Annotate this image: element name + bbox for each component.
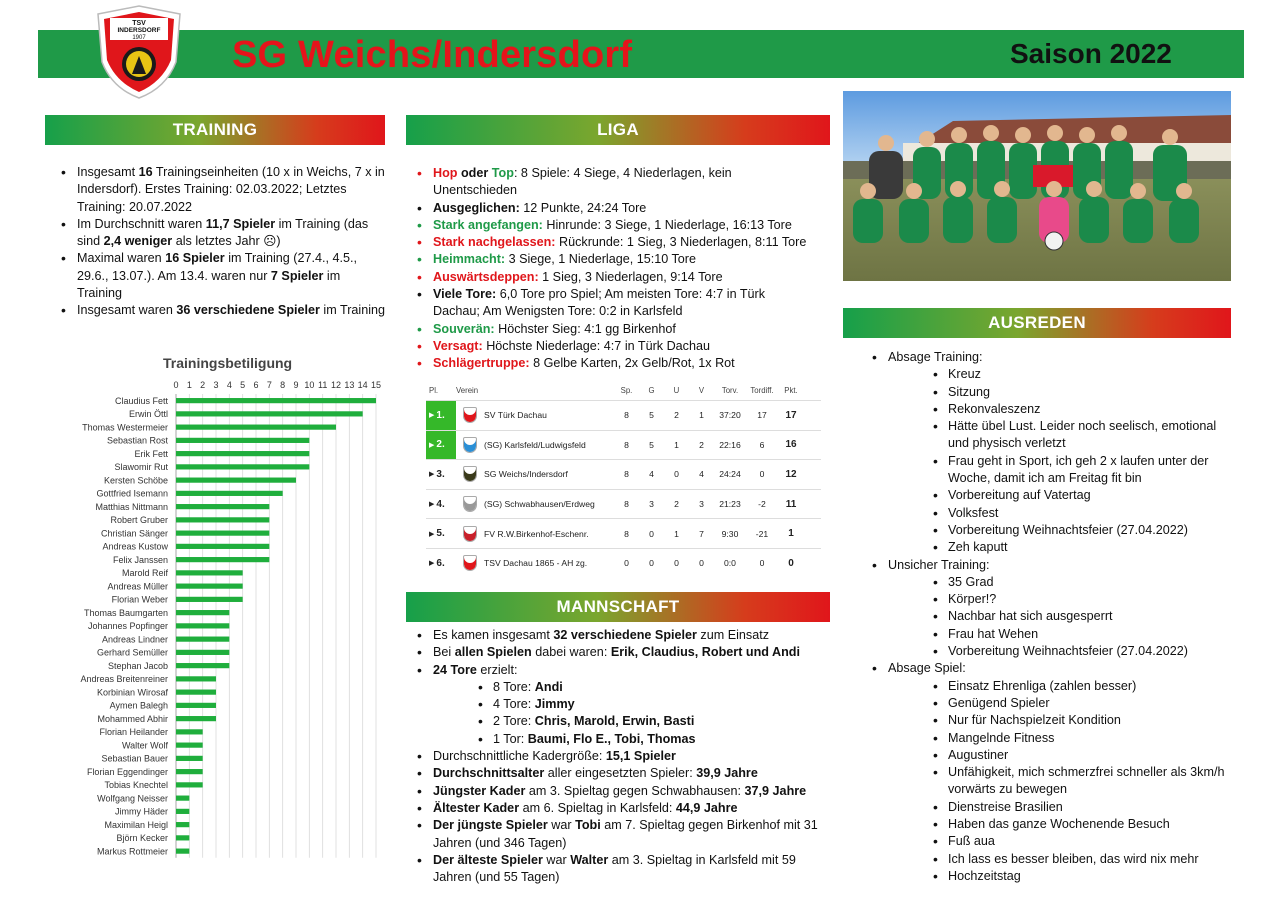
rank-arrow-icon: ▶	[429, 441, 435, 449]
liga-item-cards: • Schlägertruppe: 8 Gelbe Karten, 2x Gelb/Rot, 1x Rot	[413, 355, 813, 372]
y-tick-label: Florian Weber	[111, 594, 168, 605]
y-tick-label: Andreas Kustow	[102, 541, 168, 552]
team-name: SV Türk Dachau	[484, 410, 547, 421]
bar	[176, 809, 189, 814]
x-tick-label: 7	[266, 380, 272, 390]
bar	[176, 676, 216, 681]
bar	[176, 464, 309, 469]
liga-item-strong-start: • Stark angefangen: Hinrunde: 3 Siege, 1 Niederlage, 16:13 Tore	[413, 217, 813, 234]
rank-arrow-icon: ▶	[429, 530, 435, 538]
excuse-item: • Vorbereitung Weihnachtsfeier (27.04.2022)	[930, 522, 1238, 539]
team-name: (SG) Schwabhausen/Erdweg	[484, 499, 595, 510]
bar	[176, 637, 229, 642]
bar	[176, 570, 243, 575]
rank-arrow-icon: ▶	[429, 471, 435, 479]
col-verein: Verein	[456, 385, 479, 395]
team-item-avg-age: • Durchschnittsalter aller eingesetzten Spieler: 39,9 Jahre	[413, 765, 823, 782]
excuse-item: • Frau geht in Sport, ich geh 2 x laufen unter der Woche, damit ich am Freitag fit bin	[930, 453, 1238, 488]
col-torv: Torv.	[721, 385, 739, 395]
losses-cell: 0	[699, 558, 704, 569]
x-tick-label: 10	[304, 380, 315, 390]
excuse-item: • Augustiner	[930, 747, 1238, 764]
team-crest-icon	[456, 407, 484, 423]
team-item-squad-size: • Durchschnittliche Kadergröße: 15,1 Spieler	[413, 748, 823, 765]
table-row	[426, 430, 821, 460]
y-tick-label: Björn Kecker	[116, 833, 168, 844]
y-tick-label: Gottfried Isemann	[96, 488, 168, 499]
draws-cell: 1	[674, 528, 679, 539]
page-title: SG Weichs/Indersdorf	[232, 34, 633, 76]
x-tick-label: 6	[253, 380, 259, 390]
liga-item-hoptop: • Hop oder Top: 8 Spiele: 4 Siege, 4 Niederlagen, kein Unentschieden	[413, 165, 813, 200]
training-item-max: • Maximal waren 16 Spieler im Training (27.4., 4.5., 29.6., 13.07.). Am 13.4. waren nur 7 Spieler im Training	[57, 250, 387, 302]
liga-item-away: • Auswärtsdeppen: 1 Sieg, 3 Niederlagen, 9:14 Tore	[413, 269, 813, 286]
y-tick-label: Aymen Balegh	[109, 700, 168, 711]
points-cell: 0	[788, 557, 794, 569]
goals-cell: 0:0	[724, 558, 736, 569]
y-tick-label: Erik Fett	[134, 448, 168, 459]
excuse-item: • Volksfest	[930, 505, 1238, 522]
rank-cell: ▶ 4.	[429, 498, 445, 510]
league-table	[426, 380, 821, 578]
liga-bullets	[413, 165, 813, 373]
training-item-sessions: • Insgesamt 16 Trainingseinheiten (10 x in Weichs, 7 x in Indersdorf). Erstes Training: 02.03.2022; Letztes Training: 20.07.2022	[57, 164, 387, 216]
team-crest-icon	[456, 437, 484, 453]
goals-cell: 37:20	[719, 410, 741, 421]
excuse-group	[868, 660, 1238, 885]
team-item-youngest-player: • Der jüngste Spieler war Tobi am 7. Spieltag gegen Birkenhof mit 31 Jahren (und 346 Tagen)	[413, 817, 823, 852]
y-tick-label: Maximilan Heigl	[104, 819, 168, 830]
excuse-item: • Vorbereitung Weihnachtsfeier (27.04.2022)	[930, 643, 1238, 660]
bar	[176, 743, 203, 748]
games-cell: 8	[624, 410, 629, 421]
draws-cell: 1	[674, 439, 679, 450]
team-item-players: • Es kamen insgesamt 32 verschiedene Spieler zum Einsatz	[413, 627, 823, 644]
x-tick-label: 0	[173, 380, 179, 390]
ausreden-list	[868, 349, 1238, 885]
rank-arrow-icon: ▶	[429, 501, 435, 509]
bar	[176, 544, 269, 549]
excuse-item: • Einsatz Ehrenliga (zahlen besser)	[930, 678, 1238, 695]
goal-diff-cell: 0	[759, 469, 765, 480]
points-cell: 12	[785, 468, 797, 480]
table-row	[426, 400, 821, 430]
x-tick-label: 11	[317, 380, 328, 390]
liga-item-worst-loss: • Versagt: Höchste Niederlage: 4:7 in Türk Dachau	[413, 338, 813, 355]
y-tick-label: Christian Sänger	[100, 528, 168, 539]
scorer-1: • 1 Tor: Baumi, Flo E., Tobi, Thomas	[475, 731, 823, 748]
x-tick-label: 4	[226, 380, 232, 390]
table-row	[426, 518, 821, 548]
y-tick-label: Claudius Fett	[114, 395, 168, 406]
bar	[176, 716, 216, 721]
y-tick-label: Marold Reif	[121, 568, 168, 579]
x-tick-label: 14	[357, 380, 368, 390]
col-v: V	[698, 385, 705, 395]
col-pl: Pl.	[429, 385, 439, 395]
y-tick-label: Felix Janssen	[112, 554, 168, 565]
bar	[176, 663, 229, 668]
training-bullets	[57, 164, 387, 320]
bar	[176, 557, 269, 562]
table-row	[426, 489, 821, 519]
rank-arrow-icon: ▶	[429, 412, 435, 420]
goal-diff-cell: -21	[755, 528, 769, 539]
games-cell: 8	[624, 528, 629, 539]
excuse-item: • Hochzeitstag	[930, 868, 1238, 885]
games-cell: 8	[624, 499, 629, 510]
rank-cell: ▶ 5.	[429, 528, 445, 540]
rank-cell: ▶ 3.	[429, 468, 445, 480]
bar	[176, 478, 296, 483]
points-cell: 1	[788, 528, 794, 540]
liga-item-best-win: • Souverän: Höchster Sieg: 4:1 gg Birkenhof	[413, 321, 813, 338]
excuse-group-label: Absage Spiel:	[888, 661, 966, 676]
y-tick-label: Kersten Schöbe	[103, 475, 168, 486]
y-tick-label: Andreas Müller	[107, 581, 168, 592]
bar	[176, 835, 189, 840]
x-tick-label: 12	[330, 380, 342, 390]
training-item-players: • Insgesamt waren 36 verschiedene Spieler im Training	[57, 302, 387, 319]
y-tick-label: Matthias Nittmann	[95, 501, 168, 512]
training-participation-chart	[40, 376, 400, 872]
rank-arrow-icon: ▶	[429, 560, 435, 568]
excuse-item: • Sitzung	[930, 384, 1238, 401]
y-tick-label: Wolfgang Neisser	[97, 793, 168, 804]
team-item-all-games: • Bei allen Spielen dabei waren: Erik, Claudius, Robert und Andi	[413, 644, 823, 661]
excuse-item: • Ich lass es besser bleiben, das wird nix mehr	[930, 851, 1238, 868]
bar	[176, 822, 189, 827]
training-item-average: • Im Durchschnitt waren 11,7 Spieler im Training (das sind 2,4 weniger als letztes Jahr ☹)	[57, 216, 387, 251]
y-tick-label: Mohammed Abhir	[97, 713, 168, 724]
team-crest-icon	[456, 496, 484, 512]
y-tick-label: Johannes Popfinger	[87, 621, 168, 632]
season-label: Saison 2022	[1010, 38, 1172, 69]
y-tick-label: Thomas Baumgarten	[83, 607, 168, 618]
bar	[176, 425, 336, 430]
league-table-header	[426, 380, 821, 400]
liga-item-balanced: • Ausgeglichen: 12 Punkte, 24:24 Tore	[413, 200, 813, 217]
bar	[176, 690, 216, 695]
bar	[176, 584, 243, 589]
liga-item-decline: • Stark nachgelassen: Rückrunde: 1 Sieg, 3 Niederlagen, 8:11 Tore	[413, 234, 813, 251]
col-tordiff: Tordiff.	[750, 385, 774, 395]
bar	[176, 703, 216, 708]
bar	[176, 610, 229, 615]
goals-cell: 24:24	[719, 469, 741, 480]
bar	[176, 411, 363, 416]
section-header-ausreden: AUSREDEN	[843, 308, 1231, 338]
bar	[176, 438, 309, 443]
draws-cell: 0	[674, 558, 679, 569]
wins-cell: 4	[649, 469, 654, 480]
team-item-goals: • 24 Tore erzielt: • 8 Tore: Andi • 4 Tore: Jimmy • 2 Tore: Chris, Marold, Erwin, Basti • 1 Tor: Baumi, Flo E., Tobi, Thomas	[413, 662, 823, 748]
excuse-item: • Fuß aua	[930, 833, 1238, 850]
x-tick-label: 2	[200, 380, 206, 390]
points-cell: 16	[785, 439, 797, 451]
table-row	[426, 459, 821, 489]
logo-text-2: INDERSDORF	[117, 27, 161, 34]
excuse-group-label: Absage Training:	[888, 350, 983, 364]
y-tick-label: Florian Heilander	[99, 727, 168, 738]
points-cell: 17	[785, 409, 797, 421]
x-tick-label: 8	[280, 380, 286, 390]
excuse-group	[868, 557, 1238, 661]
excuse-item: • Unfähigkeit, mich schmerzfrei schneller als 3km/h vorwärts zu bewegen	[930, 764, 1238, 799]
losses-cell: 2	[699, 439, 704, 450]
y-tick-label: Stephan Jacob	[107, 660, 168, 671]
wins-cell: 0	[649, 528, 654, 539]
league-table-body	[426, 400, 821, 578]
goal-diff-cell: 0	[759, 558, 765, 569]
bar	[176, 769, 203, 774]
losses-cell: 7	[699, 528, 704, 539]
wins-cell: 5	[649, 439, 654, 450]
y-tick-label: Tobias Knechtel	[104, 780, 168, 791]
y-tick-label: Korbinian Wirosaf	[96, 687, 168, 698]
excuse-item: • Frau hat Wehen	[930, 626, 1238, 643]
team-item-oldest-squad: • Ältester Kader am 6. Spieltag in Karlsfeld: 44,9 Jahre	[413, 800, 823, 817]
col-sp: Sp.	[620, 385, 633, 395]
rank-cell: ▶ 1.	[426, 401, 456, 430]
excuse-item: • 35 Grad	[930, 574, 1238, 591]
team-crest-icon	[456, 526, 484, 542]
draws-cell: 2	[674, 410, 679, 421]
logo-text-3: 1907	[132, 35, 146, 41]
goals-cell: 22:16	[719, 439, 741, 450]
team-name: SG Weichs/Indersdorf	[484, 469, 568, 480]
games-cell: 8	[624, 439, 629, 450]
goals-cell: 9:30	[721, 528, 739, 539]
x-tick-label: 5	[240, 380, 246, 390]
y-tick-label: Andreas Breitenreiner	[80, 674, 168, 685]
liga-item-goals: • Viele Tore: 6,0 Tore pro Spiel; Am meisten Tore: 4:7 in Türk Dachau; Am Wenigsten Tore: 0:2 in Karlsfeld	[413, 286, 813, 321]
y-tick-label: Gerhard Semüller	[96, 647, 168, 658]
y-tick-label: Sebastian Rost	[106, 435, 168, 446]
y-tick-label: Slawomir Rut	[114, 462, 168, 473]
excuse-item: • Haben das ganze Wochenende Besuch	[930, 816, 1238, 833]
bar	[176, 849, 189, 854]
y-tick-label: Jimmy Häder	[114, 806, 168, 817]
wins-cell: 0	[649, 558, 654, 569]
losses-cell: 1	[699, 410, 704, 421]
section-header-mannschaft: MANNSCHAFT	[406, 592, 830, 622]
section-header-training: TRAINING	[45, 115, 385, 145]
team-name: TSV Dachau 1865 - AH zg.	[484, 558, 588, 569]
excuse-item: • Körper!?	[930, 591, 1238, 608]
scorer-2: • 2 Tore: Chris, Marold, Erwin, Basti	[475, 713, 823, 730]
draws-cell: 0	[674, 469, 679, 480]
section-header-liga: LIGA	[406, 115, 830, 145]
excuse-item: • Genügend Spieler	[930, 695, 1238, 712]
team-item-oldest-player: • Der älteste Spieler war Walter am 3. Spieltag in Karlsfeld mit 59 Jahren (und 55 Tagen)	[413, 852, 823, 887]
excuse-item: • Nur für Nachspielzeit Kondition	[930, 712, 1238, 729]
col-g: G	[648, 385, 655, 395]
x-tick-label: 1	[186, 380, 192, 390]
goal-diff-cell: -2	[758, 499, 766, 510]
y-tick-label: Erwin Öttl	[128, 409, 168, 420]
liga-item-home: • Heimmacht: 3 Siege, 1 Niederlage, 15:10 Tore	[413, 251, 813, 268]
excuse-item: • Zeh kaputt	[930, 539, 1238, 556]
goal-diff-cell: 6	[759, 439, 765, 450]
bar	[176, 623, 229, 628]
table-row	[426, 548, 821, 578]
y-tick-label: Sebastian Bauer	[101, 753, 168, 764]
x-tick-label: 3	[213, 380, 219, 390]
bar	[176, 796, 189, 801]
bar	[176, 782, 203, 787]
bar	[176, 650, 229, 655]
bar	[176, 398, 376, 403]
col-u: U	[673, 385, 680, 395]
excuse-item: • Dienstreise Brasilien	[930, 799, 1238, 816]
bar	[176, 491, 283, 496]
team-crest-icon	[456, 555, 484, 571]
team-crest-icon	[456, 466, 484, 482]
bar	[176, 531, 269, 536]
col-pkt: Pkt.	[784, 385, 798, 395]
goal-diff-cell: 17	[757, 410, 767, 421]
games-cell: 0	[624, 558, 629, 569]
scorer-8: • 8 Tore: Andi	[475, 679, 823, 696]
logo-text-1: TSV	[132, 20, 146, 27]
goals-cell: 21:23	[719, 499, 741, 510]
excuse-item: • Nachbar hat sich ausgesperrt	[930, 608, 1238, 625]
rank-cell: ▶ 2.	[426, 431, 456, 460]
y-tick-label: Florian Eggendinger	[86, 766, 168, 777]
excuse-item: • Rekonvaleszenz	[930, 401, 1238, 418]
excuse-item: • Vorbereitung auf Vatertag	[930, 487, 1238, 504]
wins-cell: 3	[649, 499, 654, 510]
bar	[176, 517, 269, 522]
bar	[176, 504, 269, 509]
chart-title: Trainingsbetiligung	[163, 355, 293, 371]
bar	[176, 756, 203, 761]
mannschaft-bullets	[413, 627, 823, 886]
y-tick-label: Andreas Lindner	[101, 634, 168, 645]
excuse-item: • Kreuz	[930, 366, 1238, 383]
excuse-group-label: Unsicher Training:	[888, 557, 990, 572]
losses-cell: 4	[699, 469, 704, 480]
club-crest-logo	[96, 4, 182, 100]
bar	[176, 729, 203, 734]
y-tick-label: Robert Gruber	[110, 515, 168, 526]
excuse-group	[868, 349, 1238, 557]
points-cell: 11	[785, 498, 797, 510]
wins-cell: 5	[649, 410, 654, 421]
bar	[176, 451, 309, 456]
excuse-item: • Mangelnde Fitness	[930, 730, 1238, 747]
losses-cell: 3	[699, 499, 704, 510]
games-cell: 8	[624, 469, 629, 480]
y-tick-label: Walter Wolf	[121, 740, 168, 751]
x-tick-label: 15	[370, 380, 382, 390]
x-tick-label: 13	[344, 380, 355, 390]
x-tick-label: 9	[293, 380, 299, 390]
rank-cell: ▶ 6.	[429, 557, 445, 569]
y-tick-label: Thomas Westermeier	[82, 422, 168, 433]
team-item-youngest-squad: • Jüngster Kader am 3. Spieltag gegen Schwabhausen: 37,9 Jahre	[413, 783, 823, 800]
team-photo	[843, 91, 1231, 281]
draws-cell: 2	[674, 499, 679, 510]
bar	[176, 597, 243, 602]
team-name: (SG) Karlsfeld/Ludwigsfeld	[484, 439, 586, 450]
y-tick-label: Markus Rottmeier	[96, 846, 168, 857]
scorer-4: • 4 Tore: Jimmy	[475, 696, 823, 713]
excuse-item: • Hätte übel Lust. Leider noch seelisch, emotional und physisch verletzt	[930, 418, 1238, 453]
team-name: FV R.W.Birkenhof-Eschenr.	[484, 528, 589, 539]
